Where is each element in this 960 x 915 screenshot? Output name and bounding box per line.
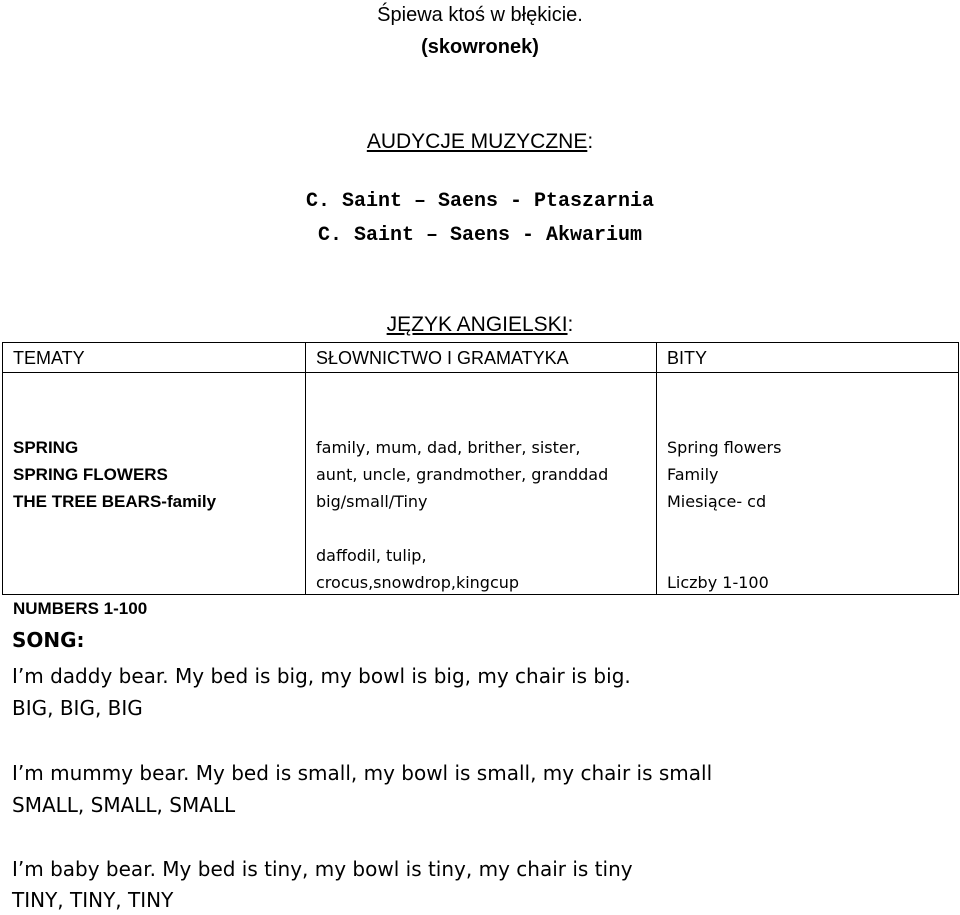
themes-list (13, 434, 216, 515)
column-header: TEMATY (13, 348, 85, 368)
themes-cell (3, 373, 306, 618)
bit-item: Miesiące- cd (667, 492, 767, 511)
vocabulary-line: family, mum, dad, brither, sister, (316, 438, 581, 457)
column-header: BITY (667, 348, 708, 368)
column-header: SŁOWNICTWO I GRAMATYKA (316, 348, 569, 368)
header-cell-bits (657, 343, 959, 373)
table-header-row (3, 343, 959, 373)
theme-item: THE TREE BEARS-family (13, 492, 217, 511)
table-row (3, 373, 959, 595)
song-label: SONG: (12, 628, 85, 652)
english-heading (0, 313, 960, 337)
song-line: I’m mummy bear. My bed is small, my bowl is small, my chair is small (12, 761, 713, 785)
bit-item: Spring flowers (667, 438, 782, 457)
song-line: I’m baby bear. My bed is tiny, my bowl is tiny, my chair is tiny (12, 857, 633, 881)
song-line: BIG, BIG, BIG (12, 696, 143, 720)
bit-item: Family (667, 465, 719, 484)
english-heading-text: JĘZYK ANGIELSKI (386, 313, 568, 336)
header-line-1: Śpiewa ktoś w błękicie. (377, 4, 583, 26)
vocabulary-line: crocus,snowdrop,kingcup (316, 573, 520, 592)
english-heading-colon: : (567, 313, 574, 336)
header-cell-themes (3, 343, 306, 373)
vocabulary-flowers (316, 542, 519, 596)
music-heading-text: AUDYCJE MUZYCZNE (366, 130, 588, 153)
vocabulary-line: aunt, uncle, grandmother, granddad (316, 465, 609, 484)
vocabulary-line: big/small/Tiny (316, 492, 428, 511)
bits-list (667, 434, 781, 515)
theme-numbers: NUMBERS 1-100 (13, 599, 148, 618)
music-item-1: C. Saint – Saens - Ptaszarnia (305, 190, 655, 213)
song-line: TINY, TINY, TINY (12, 888, 174, 912)
bits-cell (657, 373, 959, 595)
song-line: SMALL, SMALL, SMALL (12, 793, 236, 817)
vocabulary-cell (306, 373, 657, 595)
music-item-2: C. Saint – Saens - Akwarium (317, 224, 643, 247)
theme-item: SPRING (13, 438, 79, 457)
header-line-2: (skowronek) (421, 36, 539, 58)
header-cell-vocabulary (306, 343, 657, 373)
bit-numbers: Liczby 1-100 (667, 573, 769, 592)
english-table (2, 342, 959, 618)
theme-item: SPRING FLOWERS (13, 465, 168, 484)
song-line: I’m daddy bear. My bed is big, my bowl is big, my chair is big. (12, 664, 631, 688)
vocabulary-line: daffodil, tulip, (316, 546, 427, 565)
music-heading (0, 130, 960, 154)
music-heading-colon: : (587, 130, 594, 153)
vocabulary-list (316, 434, 608, 515)
